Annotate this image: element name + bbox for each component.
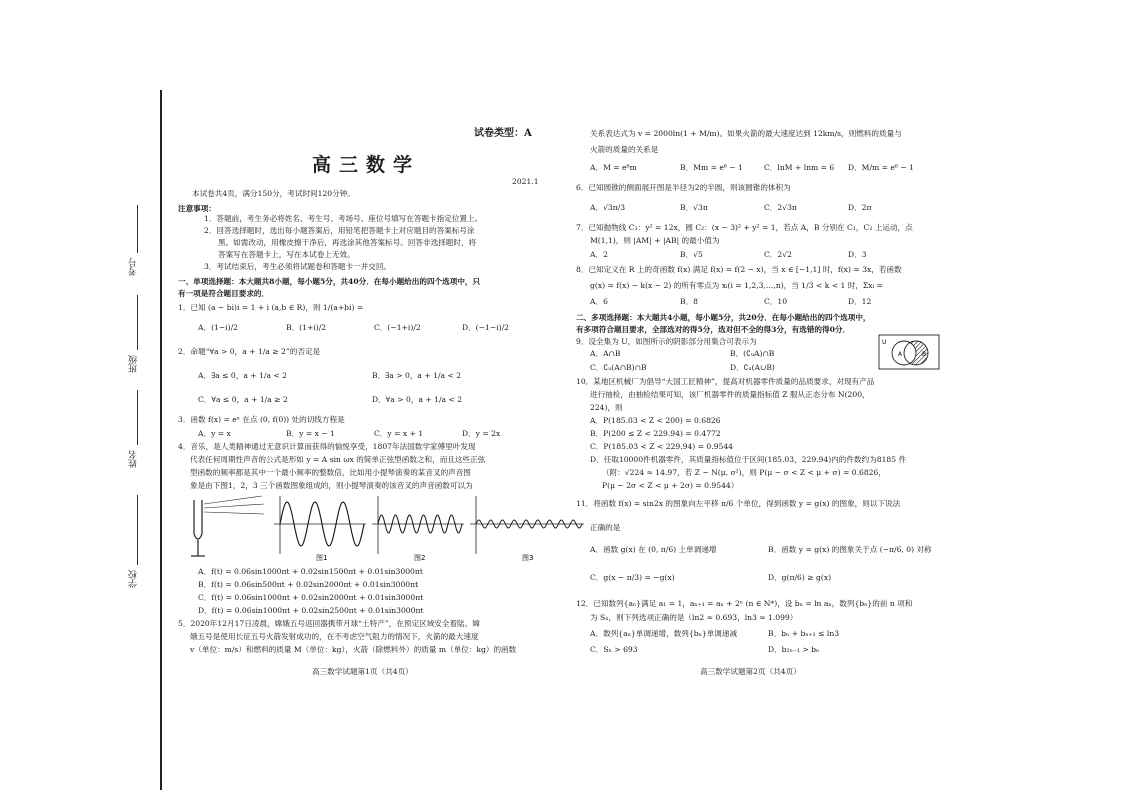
page-footer-left: 高三数学试题第1页（共4页） [312, 667, 413, 676]
q4-option-c: C．f(t) = 0.06sin1000πt + 0.02sin2000πt + 0.01sin3000πt [198, 593, 424, 602]
q10-option-b: B．P(200 ≤ Z < 229.94) = 0.4772 [590, 429, 721, 438]
q5-option-d: D．M/m = e⁶ − 1 [848, 163, 914, 172]
q5-option-a: A．M = e⁶m [590, 163, 637, 172]
q3-option-b: B．y = x − 1 [286, 429, 335, 438]
note-line: 3．考试结束后，考生必须将试题卷和答题卡一并交回。 [204, 262, 392, 271]
axes-fig1 [274, 496, 366, 554]
section-2-heading: 二、多项选择题：本大题共4小题，每小题5分，共20分．在每小题给出的四个选项中， [576, 313, 871, 322]
question-11-cont: 正确的是 [590, 523, 621, 532]
question-12: 12．已知数列{aₙ}满足 a₁ = 1，aₙ₊₁ = aₙ + 2ⁿ (n ∈ N*)，设 bₙ = ln aₙ，数列{bₙ}的前 n 项和 [576, 599, 913, 608]
section-1-heading: 一、单项选择题：本大题共8小题，每小题5分，共40分．在每小题给出的四个选项中，只 [178, 277, 481, 286]
section-2-heading-cont: 有多项符合题目要求，全部选对的得5分，选对但不全的得3分，有选错的得0分． [576, 325, 851, 334]
question-5-line: 5．2020年12月17日凌晨，嫦娥五号返回器携带月球“土特产”，在预定区域安全着陆。嫦 [178, 619, 480, 628]
venn-diagram [878, 334, 940, 370]
q4-option-b: B．f(t) = 0.06sin500πt + 0.02sin2000πt + 0.01sin3000πt [198, 580, 419, 589]
sidebar-underline [137, 205, 138, 253]
question-7-line: 7．已知抛物线 C₁：y² = 12x，圆 C₂：(x − 3)² + y² = 1，若点 A，B 分别在 C₁，C₂ 上运动，点 [576, 223, 913, 232]
question-4-line: 代表任何周期性声音的公式是形如 y = A sin ωx 的简单正弦型函数之和，而且这些正弦 [190, 455, 486, 464]
q11-option-b: B．函数 y = g(x) 的图象关于点 (−π/6, 0) 对称 [768, 545, 932, 554]
figure-label-1: 图1 [316, 554, 328, 562]
q6-option-a: A．√3π/3 [590, 203, 626, 212]
q10-reference: （附：√224 ≈ 14.97，若 Z ~ N(μ, σ²)，则 P(μ − σ < Z < μ + σ) = 0.6826， [602, 468, 886, 477]
q7-option-a: A．2 [590, 250, 608, 259]
q3-option-a: A．y = x [198, 429, 231, 438]
waveform-figures [268, 494, 590, 562]
q11-option-a: A．函数 g(x) 在 (0, π/6) 上单调递增 [590, 545, 717, 554]
q6-option-c: C．2√3π [764, 203, 797, 212]
page-title: 高三数学 [312, 154, 421, 176]
q2-option-a: A．∃a ≤ 0，a + 1/a < 2 [198, 371, 287, 380]
question-7-line: M(1,1)，则 |AM| + |AB| 的最小值为 [590, 236, 720, 245]
q1-option-b: B．(1+i)/2 [286, 323, 327, 332]
section-1-heading-cont: 有一项是符合题目要求的． [178, 289, 270, 298]
question-5-line: v（单位：m/s）和燃料的质量 M（单位：kg），火箭（除燃料外）的质量 m（单位：kg）的函数 [190, 645, 517, 654]
q5-option-b: B．Mm = e⁶ − 1 [680, 163, 743, 172]
q3-option-c: C．y = x + 1 [374, 429, 424, 438]
tuning-fork-icon [191, 496, 264, 556]
question-2: 2．命题“∀a > 0，a + 1/a ≥ 2”的否定是 [178, 347, 321, 356]
q8-option-a: A．6 [590, 297, 608, 306]
notes-heading: 注意事项： [178, 204, 216, 213]
q9-option-d: D．∁ᵤ(A∪B) [730, 363, 775, 372]
note-line: 黑。如需改动，用橡皮擦干净后，再选涂其他答案标号。回答非选择题时，将 [218, 238, 477, 247]
q8-option-d: D．12 [848, 297, 872, 306]
q8-option-c: C．10 [764, 297, 788, 306]
q7-option-c: C．2√2 [764, 250, 792, 259]
note-line: 2．回答选择题时，选出每小题答案后，用铅笔把答题卡上对应题目的答案标号涂 [204, 226, 475, 235]
question-8-line: 8．已知定义在 R 上的奇函数 f(x) 满足 f(x) = f(2 − x)，当 x ∈ [−1,1] 时，f(x) = 3x，若函数 [576, 265, 902, 274]
q12-option-a: A．数列{aₙ}单调递增，数列{bₙ}单调递减 [590, 629, 738, 638]
sidebar-underline [137, 390, 138, 445]
q12-option-c: C．Sₙ > 693 [590, 645, 638, 654]
q4-option-a: A．f(t) = 0.06sin1000πt + 0.02sin1500πt + 0.01sin3000πt [198, 567, 423, 576]
question-11: 11．将函数 f(x) = sin2x 的图象向左平移 π/6 个单位，得到函数 y = g(x) 的图象，则以下说法 [576, 499, 901, 508]
q6-option-b: B．√3π [680, 203, 708, 212]
figure-label-2: 图2 [414, 554, 426, 562]
sidebar-underline [137, 295, 138, 350]
venn-label-b: B [922, 351, 927, 358]
q1-option-c: C．(−1+i)/2 [374, 323, 421, 332]
q12-option-d: D．b₂ₙ₋₁ > bₙ [768, 645, 820, 654]
question-4-line: 型函数的频率都是其中一个最小频率的整数倍，比如用小提琴演奏的某音叉的声音图 [190, 468, 471, 477]
q4-option-d: D．f(t) = 0.06sin1000πt + 0.02sin2500πt + 0.01sin3000πt [198, 606, 424, 615]
q10-reference-cont: P(μ − 2σ < Z < μ + 2σ) = 0.9544） [602, 481, 739, 490]
question-4-line: 4．音乐，是人类精神通过无意识计算而获得的愉悦享受，1807年法国数学家傅里叶发现 [178, 442, 476, 451]
sidebar-field-name: 姓名 [129, 450, 139, 468]
q8-option-b: B．8 [680, 297, 699, 306]
question-5-line: 娥五号是使用长征五号火箭发射成功的，在不考虑空气阻力的情况下，火箭的最大速度 [190, 632, 479, 641]
q7-option-d: D．3 [848, 250, 867, 259]
sidebar-field-class: 班级 [129, 355, 139, 373]
sidebar-field-exam-number: 考号 [129, 258, 139, 276]
note-line: 答案写在答题卡上，写在本试卷上无效。 [218, 250, 355, 259]
q9-option-b: B．(∁ᵤA)∩B [730, 349, 775, 358]
venn-label-a: A [898, 351, 903, 358]
tuning-fork-figure [184, 494, 268, 562]
q6-option-d: D．2π [848, 203, 872, 212]
q7-option-b: B．√5 [680, 250, 703, 259]
question-9: 9．设全集为 U，如图所示的阴影部分用集合可表示为 [576, 337, 757, 346]
q2-option-d: D．∀a > 0，a + 1/a < 2 [372, 395, 463, 404]
q9-option-c: C．∁ᵤ(A∩B)∩B [590, 363, 647, 372]
figure-label-3: 图3 [522, 554, 534, 562]
q5-continued-line: 火箭的质量的关系是 [590, 145, 659, 154]
question-10-line: 进行抽检，由抽检结果可知，该厂机器零件的质量指标值 Z 服从正态分布 N(200， [590, 390, 870, 399]
question-10-line: 10．某地区机械厂为倡导“大国工匠精神”，提高对机器零件质量的品质要求，对现有产品 [576, 377, 875, 386]
q12-option-b: B．bₙ + bₙ₊₁ ≤ ln3 [768, 629, 840, 638]
exam-date: 2021.1 [512, 177, 539, 186]
page-footer-right: 高三数学试题第2页（共4页） [700, 667, 801, 676]
q1-option-d: D．(−1−i)/2 [462, 323, 509, 332]
question-8-line: g(x) = f(x) − k(x − 2) 的所有零点为 xᵢ(i = 1,2,3,…,n)，当 1/3 < k < 1 时，Σxᵢ = [590, 281, 883, 290]
venn-label-u: U [882, 339, 887, 346]
question-10-line: 224)，则 [590, 403, 623, 412]
q11-option-c: C．g(x − π/3) = −g(x) [590, 573, 675, 582]
q10-option-d: D．任取10000件机器零件，其质量指标值位于区间(185.03，229.94)内的件数约为8185 件 [590, 455, 907, 464]
q11-option-d: D．g(π/6) ≥ g(x) [768, 573, 832, 582]
q2-option-c: C．∀a ≤ 0，a + 1/a ≥ 2 [198, 395, 288, 404]
question-1: 1．已知 (a − bi)i = 1 + i (a,b ∈ R)，则 1/(a+bi) = [178, 303, 364, 312]
sidebar-field-school: 学校 [129, 570, 139, 588]
note-line: 1．答题前，考生务必将姓名、考生号、考场号、座位号填写在答题卡指定位置上。 [204, 214, 483, 223]
sidebar-underline [137, 495, 138, 565]
q3-option-d: D．y = 2x [462, 429, 501, 438]
q9-option-a: A．A∩B [590, 349, 621, 358]
question-4-line: 象是由下图1，2，3 三个函数图象组成的，则小提琴演奏的该音叉的声音函数可以为 [190, 481, 473, 490]
q5-option-c: C．lnM + lnm = 6 [764, 163, 835, 172]
paper-type: 试卷类型：A [474, 128, 532, 139]
question-6: 6．已知圆锥的侧面展开图是半径为2的半圆，则该圆锥的体积为 [576, 183, 791, 192]
question-3: 3．函数 f(x) = eˣ 在点 (0, f(0)) 处的切线方程是 [178, 415, 345, 424]
q10-option-c: C．P(185.03 < Z < 229.94) = 0.9544 [590, 442, 733, 451]
q5-continued-line: 关系表达式为 v = 2000ln(1 + M/m)。如果火箭的最大速度达到 12km/s，则燃料的质量与 [590, 129, 902, 138]
binding-line [160, 90, 162, 790]
axes-fig2 [372, 496, 464, 554]
q10-option-a: A．P(185.03 < Z < 200) = 0.6826 [590, 416, 721, 425]
intro-text: 本试卷共4页，满分150分，考试时间120分钟。 [192, 189, 355, 198]
question-12-cont: 为 Sₙ，则下列选项正确的是（ln2 ≈ 0.693，ln3 ≈ 1.099） [590, 613, 798, 622]
q2-option-b: B．∃a > 0，a + 1/a < 2 [372, 371, 462, 380]
q1-option-a: A．(1−i)/2 [198, 323, 239, 332]
